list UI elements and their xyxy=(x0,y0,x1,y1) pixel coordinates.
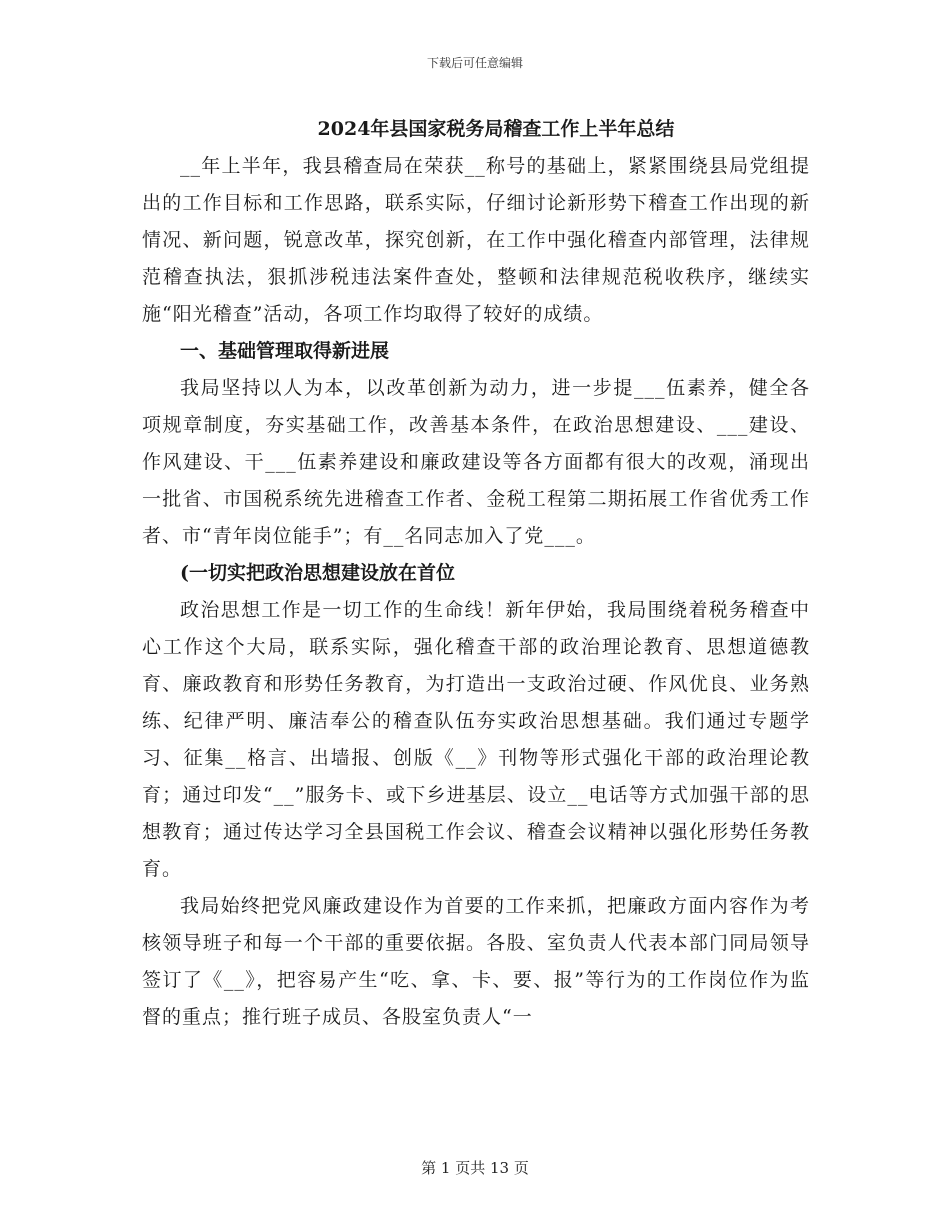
paragraph-political-work: 政治思想工作是一切工作的生命线！新年伊始，我局围绕着税务稽查中心工作这个大局，联系实际，强化稽查干部的政治理论教育、思想道德教育、廉政教育和形势任务教育，为打造出一支政治过硬、作风优良、业务熟练、纪律严明、廉洁奉公的稽查队伍夯实政治思想基础。我们通过专题学习、征集__格言、出墙报、创版《__》刊物等形式强化干部的政治理论教育；通过印发“__”服务卡、或下乡进基层、设立__电话等方式加强干部的思想教育；通过传达学习全县国税工作会议、稽查会议精神以强化形势任务教育。 xyxy=(142,599,810,880)
document-title: 2024年县国家税务局稽查工作上半年总结 xyxy=(317,118,675,140)
paragraph-intro: __年上半年，我县稽查局在荣获__称号的基础上，紧紧围绕县局党组提出的工作目标和工作思路，联系实际，仔细讨论新形势下稽查工作出现的新情况、新问题，锐意改革，探究创新，在工作中强化稽查内部管理，法律规范稽查执法，狠抓涉税违法案件查处，整顿和法律规范税收秩序，继续实施“阳光稽查”活动，各项工作均取得了较好的成绩。 xyxy=(142,155,810,325)
page-footer: 第 1 页共 13 页 xyxy=(421,1159,529,1177)
section-heading-1: 一、基础管理取得新进展 xyxy=(180,340,390,362)
paragraph-basic-management: 我局坚持以人为本，以改革创新为动力，进一步提___伍素养，健全各项规章制度，夯实基础工作，改善基本条件，在政治思想建设、___建设、作风建设、干___伍素养建设和廉政建设等各方面都有很大的改观，涌现出一批省、市国税系统先进稽查工作者、金税工程第二期拓展工作省优秀工作者、市“青年岗位能手”；有__名同志加入了党___。 xyxy=(142,377,810,547)
document-body xyxy=(142,110,810,1036)
header-note: 下载后可任意编辑 xyxy=(426,56,523,70)
subsection-heading-1: (一切实把政治思想建设放在首位 xyxy=(180,562,455,584)
paragraph-integrity: 我局始终把党风廉政建设作为首要的工作来抓，把廉政方面内容作为考核领导班子和每一个干部的重要依据。各股、室负责人代表本部门同局领导签订了《__》，把容易产生“吃、拿、卡、要、报”等行为的工作岗位作为监督的重点；推行班子成员、各股室负责人“一 xyxy=(142,895,810,1028)
